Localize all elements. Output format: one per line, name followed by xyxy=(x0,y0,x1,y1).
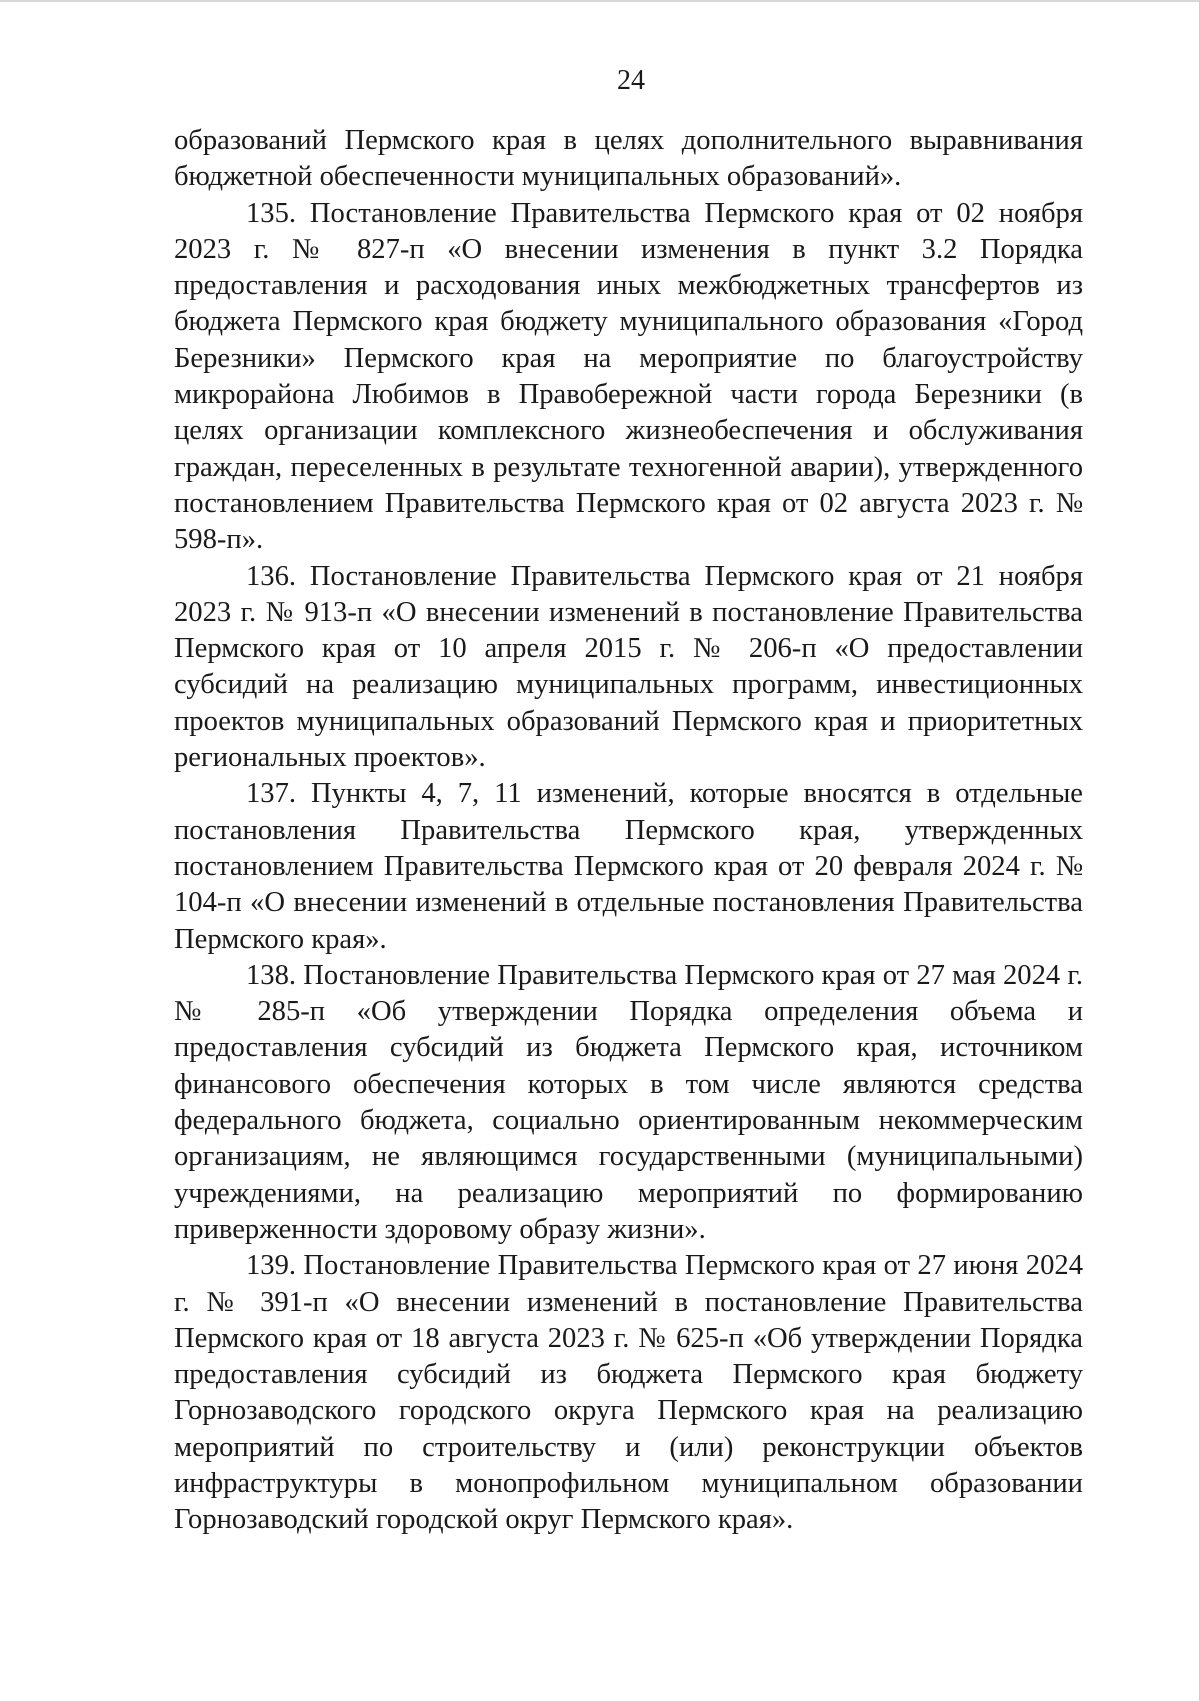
paragraph-continuation: образований Пермского края в целях дополнительного выравнивания бюджетной обеспеченности муниципальных образований». xyxy=(174,125,1083,193)
paragraph-item-136: 136. Постановление Правительства Пермского края от 21 ноября 2023 г. № 913-п «О внесении изменений в постановление Правительства Пермского края от 10 апреля 2015 г. № 206-п «О предоставлении субсидий на реализацию муниципальных программ, инвестиционных проектов муниципальных образований Пермского края и приоритетных региональных проектов». xyxy=(174,560,1083,774)
paragraph-item-139: 139. Постановление Правительства Пермского края от 27 июня 2024 г. № 391-п «О внесении изменений в постановление Правительства Пермского края от 18 августа 2023 г. № 625-п «Об утверждении Порядка предоставления субсидий из бюджета Пермского края бюджету Горнозаводского городского округа Пермского края на реализацию мероприятий по строительству и (или) реконструкции объектов инфраструктуры в монопрофильном муниципальном образовании Горнозаводский городской округ Пермского края». xyxy=(174,1250,1083,1536)
scan-edge-top xyxy=(0,0,1200,2)
paragraph-item-138: 138. Постановление Правительства Пермского края от 27 мая 2024 г. № 285-п «Об утверждении Порядка определения объема и предоставления субсидий из бюджета Пермского края, источником финансового обеспечения которых в том числе являются средства федерального бюджета, социально ориентированным некоммерческим организациям, не являющимся государственными (муниципальными) учреждениями, на реализацию мероприятий по формированию приверженности здоровому образу жизни». xyxy=(174,959,1083,1245)
document-body xyxy=(174,123,1083,1539)
paragraph-item-135: 135. Постановление Правительства Пермского края от 02 ноября 2023 г. № 827-п «О внесении изменения в пункт 3.2 Порядка предоставления и расходования иных межбюджетных трансфертов из бюджета Пермского края бюджету муниципального образования «Город Березники» Пермского края на мероприятие по благоустройству микрорайона Любимов в Правобережной части города Березники (в целях организации комплексного жизнеобеспечения и обслуживания граждан, переселенных в результате техногенной аварии), утвержденного постановлением Правительства Пермского края от 02 августа 2023 г. № 598-п». xyxy=(174,197,1083,556)
page-number: 24 xyxy=(617,65,645,96)
paragraph-item-137: 137. Пункты 4, 7, 11 изменений, которые вносятся в отдельные постановления Правительства Пермского края, утвержденных постановлением Правительства Пермского края от 20 февраля 2024 г. № 104-п «О внесении изменений в отдельные постановления Правительства Пермского края». xyxy=(174,778,1083,955)
